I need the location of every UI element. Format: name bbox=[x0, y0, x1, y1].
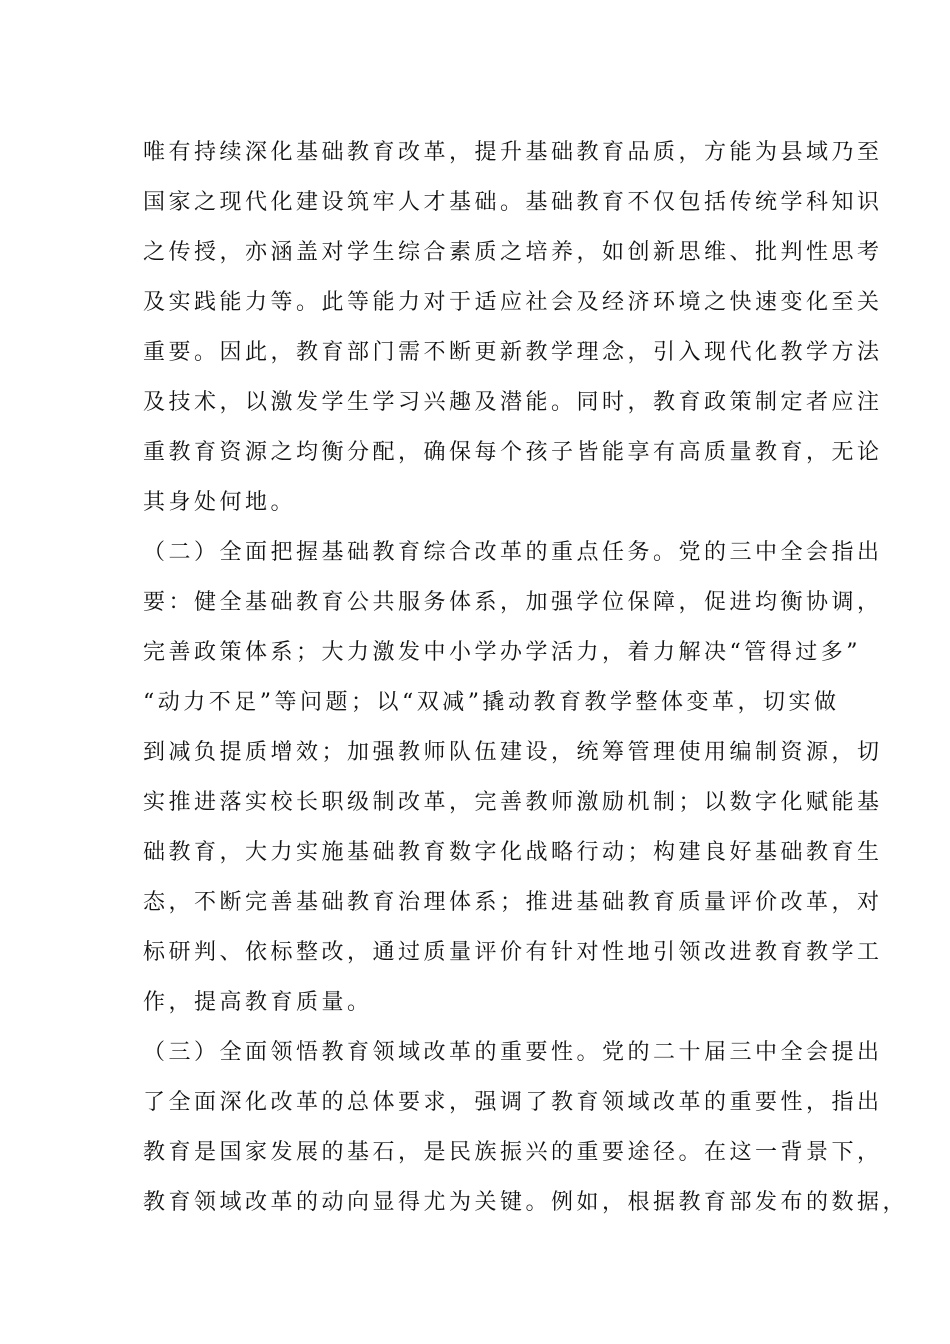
text-line: “动力不足”等问题；以“双减”撬动教育教学整体变革，切实做 bbox=[143, 690, 840, 715]
text-line: 了全面深化改革的总体要求，强调了教育领域改革的重要性，指出 bbox=[143, 1090, 883, 1115]
text-line: 及技术，以激发学生学习兴趣及潜能。同时，教育政策制定者应注 bbox=[143, 390, 883, 415]
text-line: 标研判、依标整改，通过质量评价有针对性地引领改进教育教学工 bbox=[143, 940, 883, 965]
text-line: 教育是国家发展的基石，是民族振兴的重要途径。在这一背景下， bbox=[143, 1140, 883, 1165]
text-line: 及实践能力等。此等能力对于适应社会及经济环境之快速变化至关 bbox=[143, 290, 883, 315]
section-heading-line: （二）全面把握基础教育综合改革的重点任务。党的三中全会指出 bbox=[143, 540, 883, 565]
text-line: 教育领域改革的动向显得尤为关键。例如，根据教育部发布的数据， bbox=[143, 1190, 909, 1215]
text-line: 态，不断完善基础教育治理体系；推进基础教育质量评价改革，对 bbox=[143, 890, 883, 915]
text-line: 作，提高教育质量。 bbox=[143, 990, 373, 1015]
text-line: 之传授，亦涵盖对学生综合素质之培养，如创新思维、批判性思考 bbox=[143, 240, 883, 265]
section-heading-line: （三）全面领悟教育领域改革的重要性。党的二十届三中全会提出 bbox=[143, 1040, 883, 1065]
text-line: 到减负提质增效；加强教师队伍建设，统筹管理使用编制资源，切 bbox=[143, 740, 883, 765]
text-line: 国家之现代化建设筑牢人才基础。基础教育不仅包括传统学科知识 bbox=[143, 190, 883, 215]
text-line: 唯有持续深化基础教育改革，提升基础教育品质，方能为县域乃至 bbox=[143, 140, 883, 165]
text-line: 础教育，大力实施基础教育数字化战略行动；构建良好基础教育生 bbox=[143, 840, 883, 865]
text-line: 实推进落实校长职级制改革，完善教师激励机制；以数字化赋能基 bbox=[143, 790, 883, 815]
text-line: 重教育资源之均衡分配，确保每个孩子皆能享有高质量教育，无论 bbox=[143, 440, 883, 465]
body-text bbox=[143, 128, 909, 1228]
text-line: 重要。因此，教育部门需不断更新教学理念，引入现代化教学方法 bbox=[143, 340, 883, 365]
text-line: 其身处何地。 bbox=[143, 490, 297, 515]
text-line: 完善政策体系；大力激发中小学办学活力，着力解决“管得过多” bbox=[143, 640, 861, 665]
text-line: 要：健全基础教育公共服务体系，加强学位保障，促进均衡协调， bbox=[143, 590, 883, 615]
